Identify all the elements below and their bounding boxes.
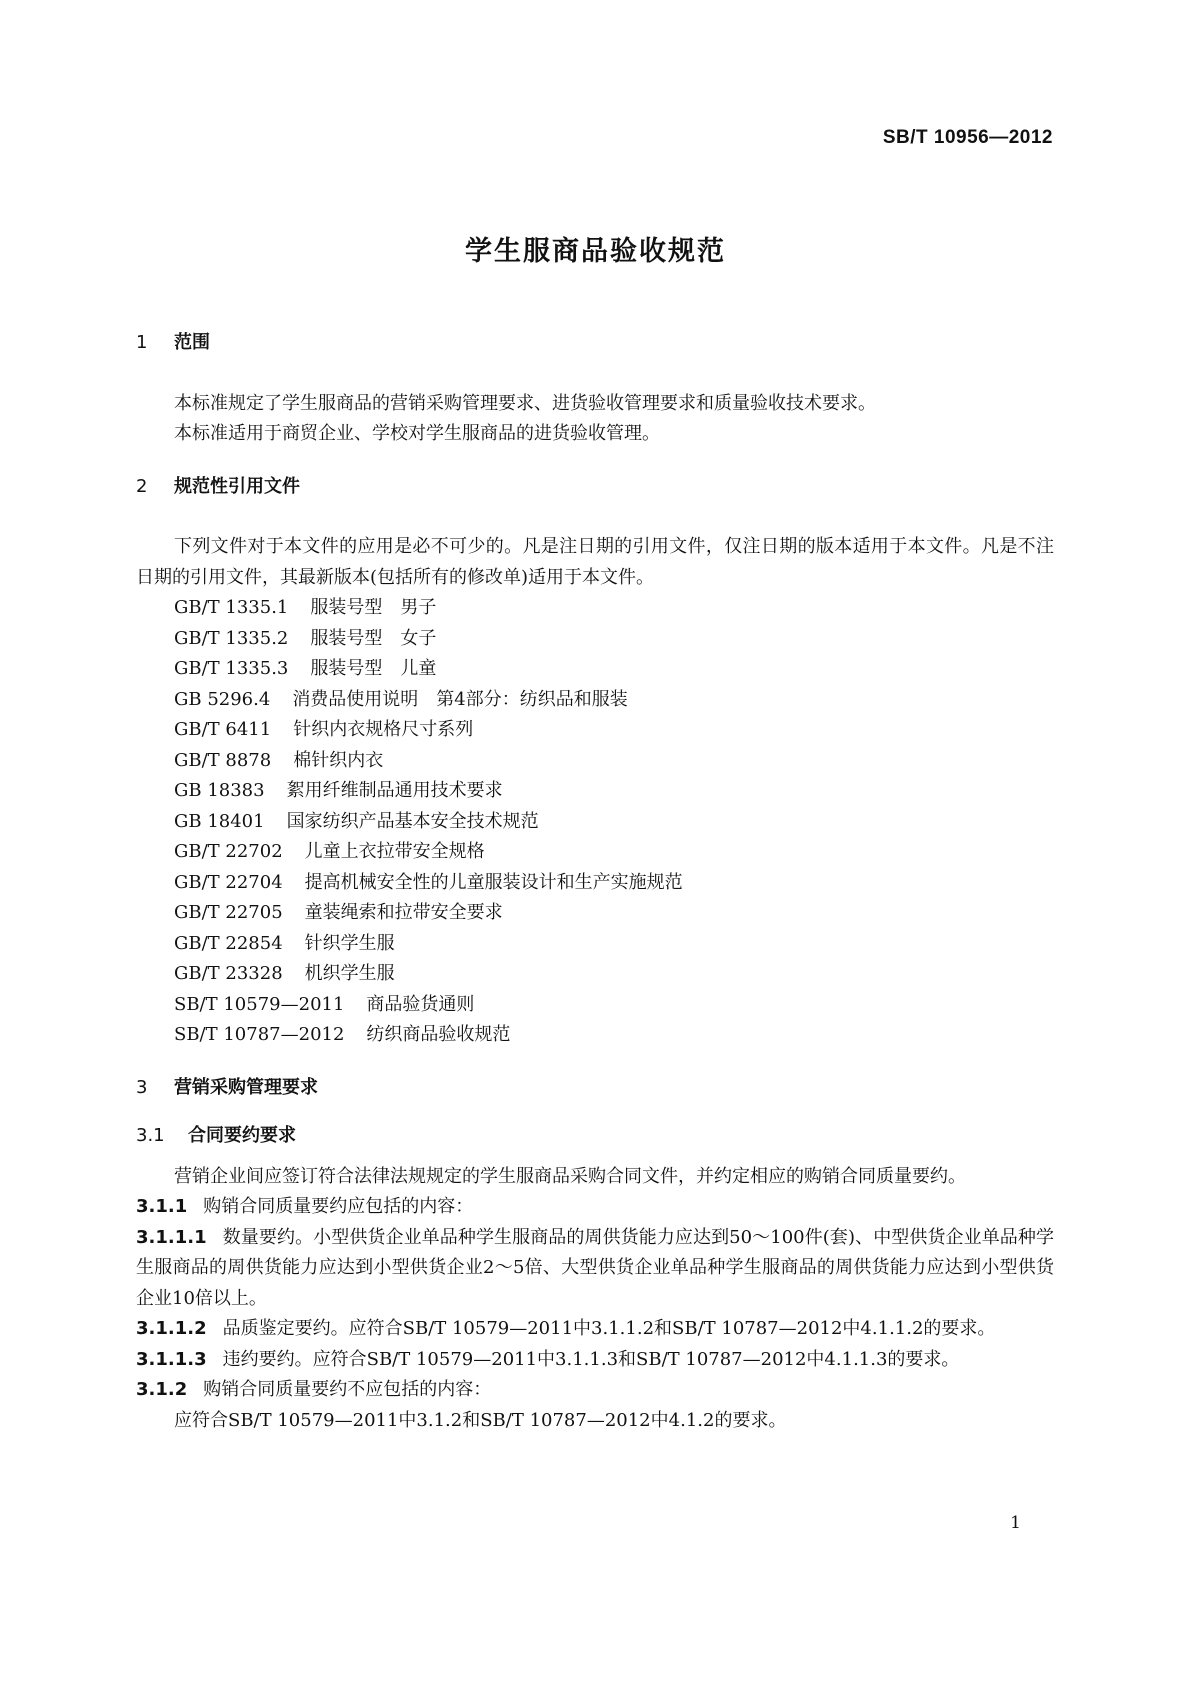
reference-code: GB 18401 [174, 810, 265, 832]
section-title: 规范性引用文件 [174, 475, 300, 497]
reference-title: 童装绳索和拉带安全要求 [304, 902, 503, 923]
clause-text: 违约要约。应符合SB/T 10579—2011中3.1.1.3和SB/T 10787—2012中4.1.1.3的要求。 [222, 1348, 960, 1370]
clause-number: 3.1.1.2 [136, 1318, 207, 1339]
reference-item [136, 593, 1054, 624]
reference-code: GB 5296.4 [174, 688, 271, 710]
clause-text: 数量要约。小型供货企业单品种学生服商品的周供货能力应达到50～100件(套)、中型供货企业单品种学生服商品的周供货能力应达到小型供货企业2～5倍、大型供货企业单品种学生服商品的周供货能力应达到小型供货企业10倍以上。 [136, 1226, 1054, 1309]
reference-title: 商品验货通则 [366, 993, 475, 1015]
subsection-title: 合同要约要求 [188, 1125, 296, 1146]
reference-item [136, 807, 1054, 838]
reference-code: GB/T 22705 [174, 902, 283, 923]
reference-code: GB 18383 [174, 780, 265, 801]
reference-title: 儿童上衣拉带安全规格 [304, 841, 485, 862]
reference-item [136, 929, 1054, 960]
reference-item [136, 837, 1054, 868]
section-title: 营销采购管理要求 [174, 1076, 318, 1098]
reference-title: 针织内衣规格尺寸系列 [293, 719, 474, 740]
reference-item [136, 776, 1054, 807]
clause-text: 购销合同质量要约不应包括的内容： [203, 1379, 492, 1400]
paragraph: 营销企业间应签订符合法律法规规定的学生服商品采购合同文件，并约定相应的购销合同质量要约。 [174, 1165, 966, 1187]
reference-item [136, 685, 1054, 716]
reference-code: GB/T 1335.2 [174, 627, 289, 649]
standard-code: SB/T 10956—2012 [882, 127, 1053, 148]
section-number: 2 [136, 475, 148, 497]
clause-3-1-1 [136, 1192, 1054, 1223]
reference-title: 消费品使用说明 第4部分：纺织品和服装 [292, 688, 628, 710]
reference-title: 纺织商品验收规范 [366, 1024, 511, 1045]
clause-text: 品质鉴定要约。应符合SB/T 10579—2011中3.1.1.2和SB/T 10787—2012中4.1.1.2的要求。 [222, 1318, 996, 1339]
section-title: 范围 [174, 332, 210, 353]
clause-number: 3.1.2 [136, 1379, 188, 1400]
reference-title: 提高机械安全性的儿童服装设计和生产实施规范 [304, 871, 683, 893]
subsection-heading-3-1 [136, 1121, 1054, 1152]
section-number: 3 [136, 1076, 148, 1098]
reference-item [136, 746, 1054, 777]
reference-code: GB/T 22854 [174, 932, 283, 954]
reference-title: 机织学生服 [304, 963, 395, 984]
reference-code: GB/T 1335.1 [174, 597, 289, 618]
clause-3-1-2 [136, 1375, 1054, 1406]
reference-title: 国家纺织产品基本安全技术规范 [286, 810, 539, 832]
reference-code: GB/T 23328 [174, 963, 283, 984]
reference-item [136, 868, 1054, 899]
clause-3-1-1-2 [136, 1314, 1054, 1345]
reference-code: GB/T 1335.3 [174, 658, 289, 679]
reference-item [136, 654, 1054, 685]
section-heading-1 [136, 328, 1054, 359]
reference-code: GB/T 22702 [174, 841, 283, 862]
clause-number: 3.1.1.1 [136, 1226, 207, 1248]
reference-item [136, 715, 1054, 746]
section-number: 1 [136, 332, 148, 353]
reference-list [136, 593, 1054, 1051]
clause-number: 3.1.1.3 [136, 1348, 207, 1370]
section-heading-3 [136, 1073, 1054, 1104]
clause-number: 3.1.1 [136, 1196, 188, 1217]
reference-code: SB/T 10787—2012 [174, 1024, 345, 1045]
reference-code: GB/T 6411 [174, 719, 272, 740]
paragraph: 下列文件对于本文件的应用是必不可少的。凡是注日期的引用文件，仅注日期的版本适用于本文件。凡是不注日期的引用文件，其最新版本(包括所有的修改单)适用于本文件。 [136, 536, 1054, 588]
reference-code: GB/T 22704 [174, 871, 283, 893]
paragraph: 本标准适用于商贸企业、学校对学生服商品的进货验收管理。 [174, 423, 660, 444]
paragraph: 应符合SB/T 10579—2011中3.1.2和SB/T 10787—2012中4.1.2的要求。 [174, 1409, 787, 1431]
reference-item [136, 990, 1054, 1021]
paragraph: 本标准规定了学生服商品的营销采购管理要求、进货验收管理要求和质量验收技术要求。 [174, 392, 876, 414]
reference-title: 棉针织内衣 [293, 749, 384, 771]
reference-title: 针织学生服 [304, 932, 395, 954]
reference-item [136, 959, 1054, 990]
reference-title: 服装号型 儿童 [310, 658, 437, 679]
reference-item [136, 898, 1054, 929]
reference-title: 服装号型 男子 [310, 597, 437, 618]
clause-text: 购销合同质量要约应包括的内容： [203, 1196, 474, 1217]
page-number: 1 [1010, 1513, 1021, 1533]
clause-3-1-1-1 [136, 1223, 1054, 1315]
reference-code: GB/T 8878 [174, 749, 272, 771]
reference-item [136, 624, 1054, 655]
document-title: 学生服商品验收规范 [465, 236, 726, 267]
subsection-number: 3.1 [136, 1125, 165, 1146]
reference-title: 服装号型 女子 [310, 627, 437, 649]
clause-3-1-1-3 [136, 1345, 1054, 1376]
reference-title: 絮用纤维制品通用技术要求 [286, 780, 503, 801]
document-body [136, 328, 1054, 1436]
reference-code: SB/T 10579—2011 [174, 993, 345, 1015]
section-heading-2 [136, 472, 1054, 503]
reference-item [136, 1020, 1054, 1051]
